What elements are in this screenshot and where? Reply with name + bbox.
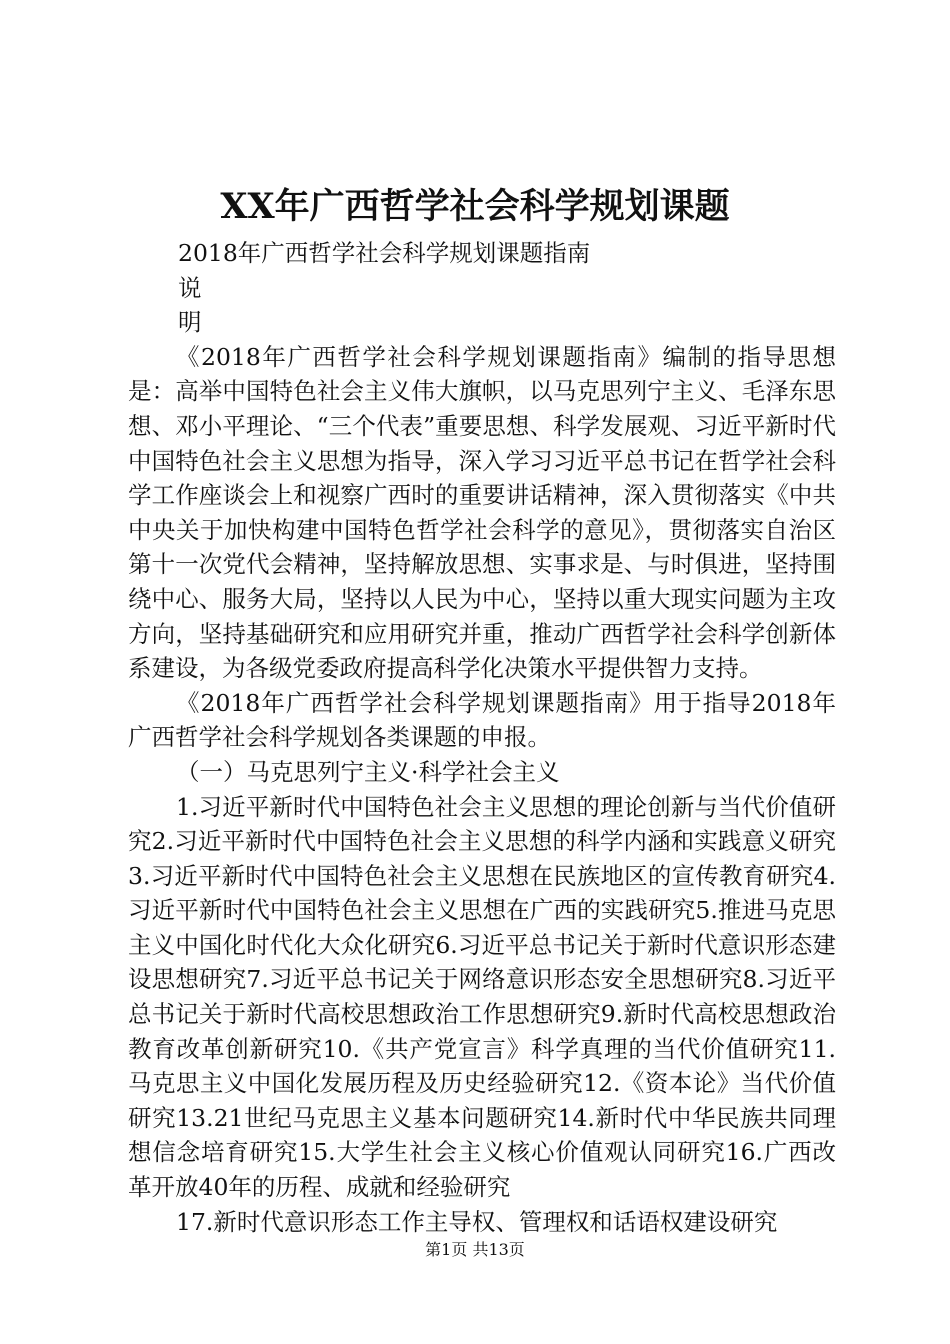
topic-item-17: 17.新时代意识形态工作主导权、管理权和话语权建设研究 [176,1207,778,1236]
heading-char-ming: 明 [178,308,202,337]
heading-char-shuo: 说 [178,273,202,302]
section-heading: （一）马克思列宁主义·科学社会主义 [176,757,560,786]
paragraph-guide-usage: 《2018年广西哲学社会科学规划课题指南》用于指导2018年广西哲学社会科学规划各类课题的申报。 [128,688,836,752]
page-number-footer: 第1页 共13页 [425,1240,525,1259]
guide-subtitle: 2018年广西哲学社会科学规划课题指南 [178,239,591,267]
topics-list-block: 1.习近平新时代中国特色社会主义思想的理论创新与当代价值研究2.习近平新时代中国特色社会主义思想的科学内涵和实践意义研究3.习近平新时代中国特色社会主义思想在民族地区的宣传教育研究4.习近平新时代中国特色社会主义思想在广西的实践研究5.推进马克思主义中国化时代化大众化研究6.习近平总书记关于新时代意识形态建设思想研究7.习近平总书记关于网络意识形态安全思想研究8.习近平总书记关于新时代高校思想政治工作思想研究9.新时代高校思想政治教育改革创新研究10.《共产党宣言》科学真理的当代价值研究11.马克思主义中国化发展历程及历史经验研究12.《资本论》当代价值研究13.21世纪马克思主义基本问题研究14.新时代中华民族共同理想信念培育研究15.大学生社会主义核心价值观认同研究16.广西改革开放40年的历程、成就和经验研究 [128,792,836,1202]
document-body [128,236,836,1239]
paragraph-guiding-thought: 《2018年广西哲学社会科学规划课题指南》编制的指导思想是：高举中国特色社会主义伟大旗帜，以马克思列宁主义、毛泽东思想、邓小平理论、“三个代表”重要思想、科学发展观、习近平新时代中国特色社会主义思想为指导，深入学习习近平总书记在哲学社会科学工作座谈会上和视察广西时的重要讲话精神，深入贯彻落实《中共中央关于加快构建中国特色哲学社会科学的意见》，贯彻落实自治区第十一次党代会精神，坚持解放思想、实事求是、与时俱进，坚持围绕中心、服务大局，坚持以人民为中心，坚持以重大现实问题为主攻方向，坚持基础研究和应用研究并重，推动广西哲学社会科学创新体系建设，为各级党委政府提高科学化决策水平提供智力支持。 [128,342,836,683]
document-title: XX年广西哲学社会科学规划课题 [220,186,730,227]
